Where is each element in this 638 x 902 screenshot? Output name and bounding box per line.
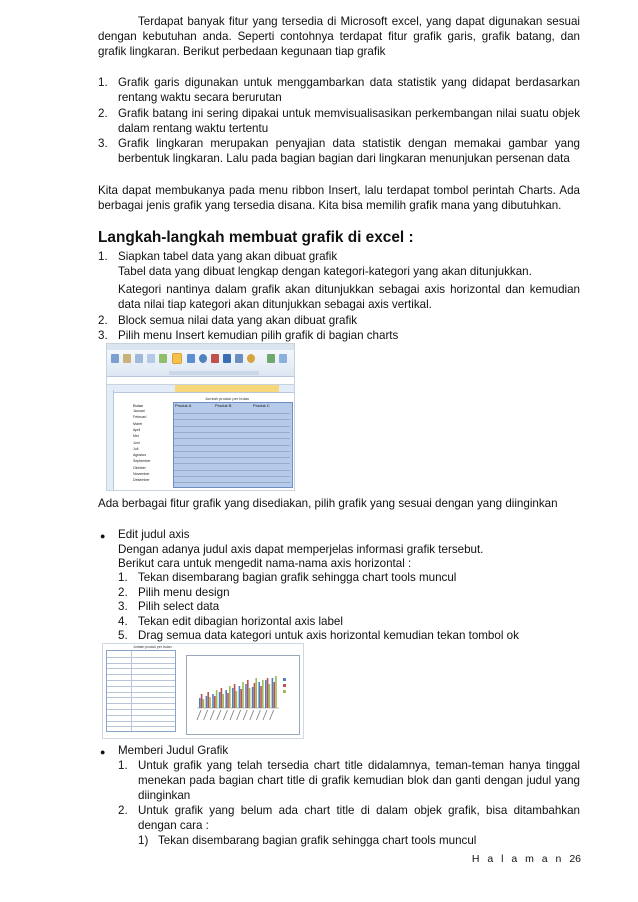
x-tick-label-mark [197,710,201,720]
x-tick-label-mark [270,710,274,720]
list-number: 2. [98,107,108,120]
bullet-text: Dengan adanya judul axis dapat memperjelas informasi grafik tersebut. [118,543,484,556]
chart-bar [269,684,271,708]
step-note: Kategori nantinya dalam grafik akan ditunjukkan sebagai axis horizontal dan kemudian data nilai tiap kategori akan ditunjukkan sebagai axis vertikal. [118,283,580,312]
step-number: 1. [118,759,128,772]
step-item: Pilih menu Insert kemudian pilih grafik di bagian charts [118,329,399,342]
chart-bar [214,696,216,708]
sheet-month-label: Januari [133,409,145,413]
chart-bar [221,688,223,708]
sheet-grid-line [174,438,290,439]
step-item: Tekan disembarang bagian grafik sehingga chart tools muncul [138,571,457,584]
step-item: Siapkan tabel data yang akan dibuat grafik [118,250,338,263]
data-table-thumbnail [106,650,176,732]
chart-screenshot [102,643,304,739]
bullet-title: Memberi Judul Grafik [118,744,229,757]
footer-label: H a l a m a n [471,853,564,865]
sheet-grid-line [174,426,290,427]
chart-bar [207,692,209,708]
x-tick-label-mark [204,710,208,720]
legend-swatch [283,684,286,687]
chart-bar [272,678,274,708]
bullet-text: Berikut cara untuk mengedit nama-nama axis horizontal : [118,557,412,570]
line-chart-icon [187,354,195,363]
intro-paragraph: Terdapat banyak fitur yang tersedia di Microsoft excel, yang dapat digunakan sesuai dengan kebutuhan anda. Seperti contohnya terdapat fitur grafik garis, grafik batang, dan grafik lingkaran. Berikut perbedaan kegunaan tiap grafik [98,15,580,59]
chart-bar [265,680,267,708]
table-row-line [107,663,175,664]
sheet-grid-line [174,482,290,483]
shapes-icon [147,354,155,363]
step-number: 3. [98,329,108,342]
after-screenshot-paragraph: Ada berbagai fitur grafik yang disediakan, pilih grafik yang sesuai dengan yang diinginkan [98,497,558,510]
chart-bar [199,698,201,708]
list-number: 1. [98,76,108,89]
table-row-line [107,697,175,698]
bullet-dot-icon: ● [100,531,106,541]
chart-bar [275,676,277,708]
table-row-line [107,668,175,669]
sheet-month-label: Mei [133,434,139,439]
chart-bar [245,684,247,708]
sheet-grid-line [174,419,290,420]
chart-bar [206,696,208,708]
list-number: 3. [98,137,108,150]
sheet-month-label: November [133,472,150,476]
chart-bar [229,686,231,708]
step-number: 2. [98,314,108,327]
ribbon-body [107,350,294,377]
chart-bar [252,687,254,708]
sub-step-item: Tekan disembarang bagian grafik sehingga chart tools muncul [158,834,477,847]
bullet-title: Edit judul axis [118,528,190,541]
chart-bar [212,694,214,708]
sheet-grid-line [174,476,290,477]
table-row-line [107,680,175,681]
sheet-month-label: September [133,459,151,464]
chart-bar [232,688,234,708]
step-item: Pilih select data [138,600,220,613]
row-headers [107,390,114,490]
table-divider [131,651,132,731]
chart-bar [262,680,264,708]
page-footer [472,853,581,865]
step-number: 1. [118,571,128,584]
legend-swatch [283,690,286,693]
sheet-grid-line [174,451,290,452]
chart-bar [201,694,203,708]
step-number: 2. [118,804,128,817]
excel-ribbon-screenshot [106,343,295,491]
chart-bar [225,690,227,708]
step-item: Untuk grafik yang belum ada chart title di dalam objek grafik, bisa ditambahkan dengan cara : [138,804,580,833]
chart-bar [222,694,224,708]
sheet-month-label: Juni [133,440,140,445]
charts-group-label [169,371,259,375]
chart-bar [216,690,218,708]
step-number: 4. [118,615,128,628]
column-sparkline-icon [279,354,287,363]
chart-bar [239,686,241,708]
sheet-month-label: April [133,427,141,432]
line-sparkline-icon [267,354,275,363]
sheet-month-label: Maret [133,421,143,426]
sheet-grid-line [174,470,290,471]
sheet-month-label: Oktober [133,465,146,470]
table-row-line [107,692,175,693]
x-tick-label-mark [256,710,260,720]
chart-bar [203,699,205,708]
table-row-line [107,721,175,722]
formula-bar [107,377,294,385]
step-number: 1. [98,250,108,263]
table-row-line [107,726,175,727]
step-item: Block semua nilai data yang akan dibuat grafik [118,314,358,327]
column-chart-thumbnail [186,655,300,735]
chart-bar [273,682,275,708]
step-item: Untuk grafik yang telah tersedia chart title didalamnya, teman-teman hanya tinggal menekan pada bagian chart title di grafik kemudian blok dan ganti dengan judul yang diinginkan [138,759,580,803]
list-item: Grafik lingkaran merupakan penyajian data statistik dengan memakai gambar yang berbentuk lingkaran. Lalu pada bagian bagian dari lingkaran menunjukan persenan data [118,137,580,166]
page-number: 26 [569,853,581,865]
step-item: Drag semua data kategori untuk axis horizontal kemudian tekan tombol ok [138,629,519,642]
x-tick-label-mark [210,710,214,720]
chart-bar [236,691,238,708]
step-item: Tekan edit dibagian horizontal axis label [138,615,343,628]
chart-bar [255,678,257,708]
clipart-icon [135,354,143,363]
chart-bar [254,683,256,708]
chart-bar [219,692,221,708]
chart-bar [240,689,242,708]
chart-bar [209,697,211,708]
chart-title-thumbnail: Jumlah produk per bulan [133,645,172,649]
bar-chart-icon [211,354,219,363]
table-row-line [107,709,175,710]
list-item: Grafik batang ini sering dipakai untuk memvisualisasikan perkembangan nilai suatu objek dalam rentang waktu tertentu [118,107,580,136]
chart-bar [258,682,260,708]
selected-columns-highlight [175,385,279,392]
step-item: Pilih menu design [138,586,230,599]
x-tick-label-mark [237,710,241,720]
sheet-col-header-2: Produk B [215,403,232,408]
chart-bar [247,680,249,708]
sheet-month-label: Desember [133,478,150,483]
sheet-grid-line [174,445,290,446]
sheet-col-header-1: Produk A [175,403,192,408]
smartart-icon [159,354,167,363]
x-tick-label-mark [250,710,254,720]
scatter-chart-icon [235,354,243,363]
table-row-line [107,657,175,658]
sheet-grid-line [174,413,290,414]
sheet-title: Jumlah produk per bulan [205,396,250,401]
chart-bar [227,693,229,708]
table-row-line [107,686,175,687]
step-number: 5. [118,629,128,642]
other-charts-icon [247,354,255,363]
closing-paragraph: Kita dapat membukanya pada menu ribbon Insert, lalu terdapat tombol perintah Charts. Ada berbagai jenis grafik yang tersedia disana. Kita bisa memilih grafik mana yang dibutuhkan. [98,184,580,213]
list-item: Grafik garis digunakan untuk menggambarkan data statistik yang didapat berdasarkan rentang waktu secara berurutan [118,76,580,105]
sheet-grid-line [174,457,290,458]
chart-bar [234,684,236,708]
section-heading: Langkah-langkah membuat grafik di excel : [98,229,414,246]
sheet-grid-line [174,463,290,464]
sub-step-number: 1) [138,834,149,847]
sheet-col-header-0: Bulan [133,403,144,408]
sheet-month-label: Juli [133,446,139,451]
x-tick-label-mark [217,710,221,720]
table-row-line [107,703,175,704]
x-tick-label-mark [230,710,234,720]
sheet-month-label: Agustus [133,453,146,458]
step-note: Tabel data yang dibuat lengkap dengan kategori-kategori yang akan ditunjukkan. [118,265,532,278]
x-tick-label-mark [263,710,267,720]
picture-icon [123,354,131,363]
chart-bar [249,688,251,708]
bullet-dot-icon: ● [100,747,106,757]
table-row-line [107,715,175,716]
step-number: 3. [118,600,128,613]
x-tick-label-mark [243,710,247,720]
sheet-month-label: Februari [133,415,147,420]
pie-chart-icon [199,354,207,363]
table-row-line [107,674,175,675]
column-chart-icon [173,354,181,363]
x-tick-label-mark [223,710,227,720]
sheet-col-header-3: Produk C [253,403,270,408]
area-chart-icon [223,354,231,363]
column-headers [107,385,294,393]
chart-svg [187,656,299,734]
chart-bar [242,682,244,708]
chart-bar [267,678,269,708]
legend-swatch [283,678,286,681]
step-number: 2. [118,586,128,599]
sheet-grid-line [174,432,290,433]
table-icon [111,354,119,363]
chart-bar [260,686,262,708]
